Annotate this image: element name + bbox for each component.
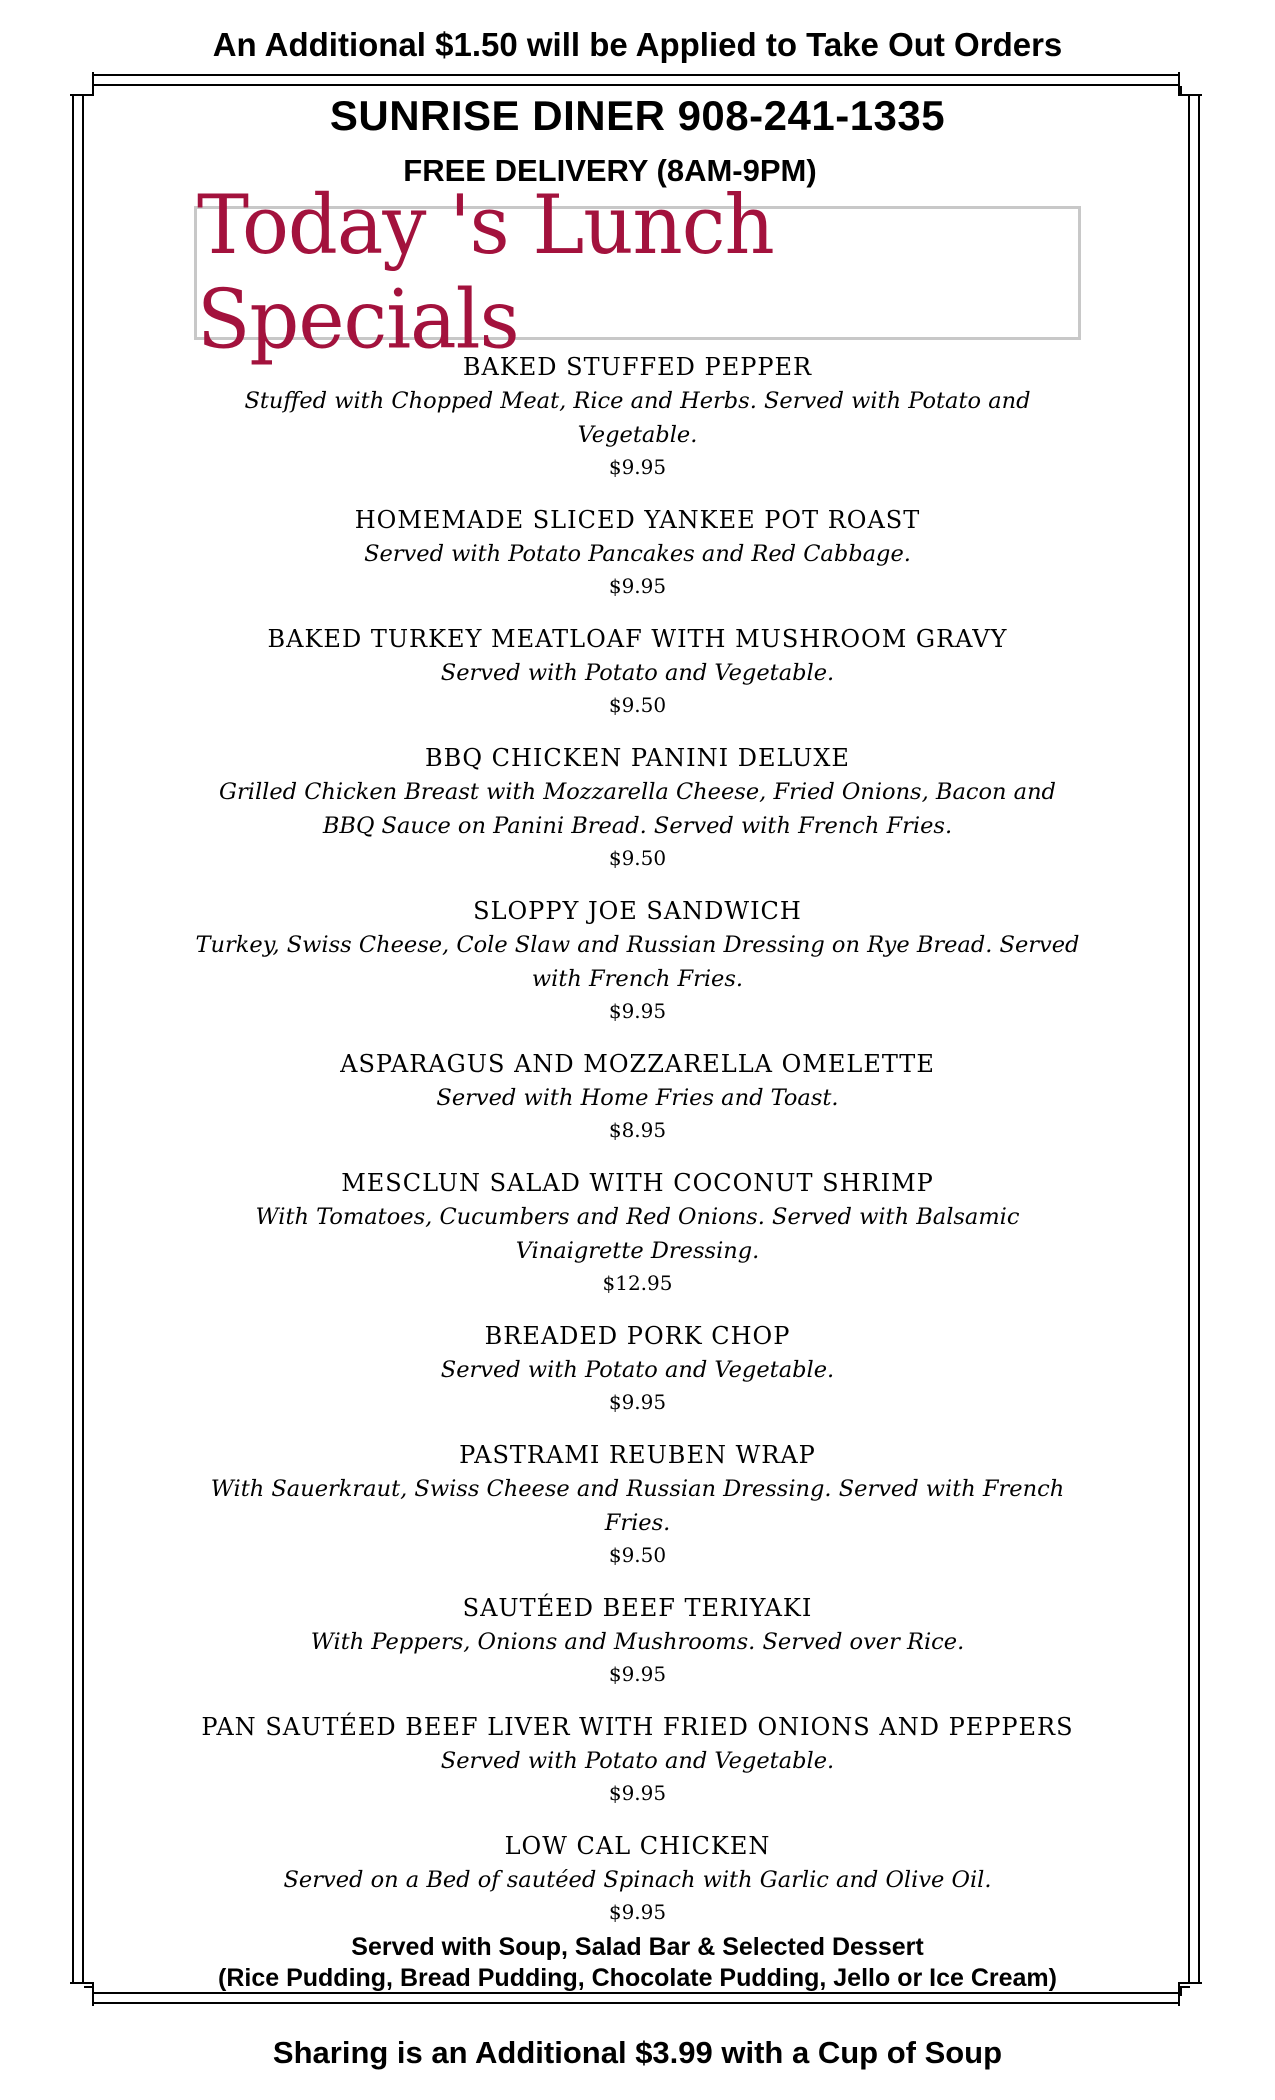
menu-item-price: $12.95 [602, 1271, 673, 1295]
menu-item [180, 1319, 1095, 1417]
menu-item [180, 1591, 1095, 1689]
menu-item-price: $9.95 [608, 1900, 667, 1924]
menu-item [180, 741, 1095, 873]
menu-item-name: BBQ CHICKEN PANINI DELUXE [425, 744, 850, 772]
restaurant-name: SUNRISE DINER 908-241-1335 [329, 92, 946, 139]
menu-item-price: $9.50 [608, 693, 667, 717]
menu-item-price: $9.95 [608, 1662, 667, 1686]
menu-list [180, 350, 1095, 1948]
menu-item-price: $9.95 [608, 1781, 667, 1805]
delivery-info: FREE DELIVERY (8AM-9PM) [403, 153, 817, 188]
menu-item-description: Stuffed with Chopped Meat, Rice and Herbs. Served with Potato and Vegetable. [244, 388, 1031, 448]
menu-item-name: BREADED PORK CHOP [484, 1322, 791, 1350]
menu-item [180, 1829, 1095, 1927]
menu-item-price: $9.50 [608, 846, 667, 870]
menu-item-price: $9.50 [608, 1543, 667, 1567]
menu-item-name: PAN SAUTÉED BEEF LIVER WITH FRIED ONIONS AND PEPPERS [201, 1713, 1074, 1741]
menu-item [180, 894, 1095, 1026]
menu-item-price: $8.95 [608, 1118, 667, 1142]
served-line-1: Served with Soup, Salad Bar & Selected Dessert [351, 1933, 924, 1961]
menu-item-description: Served with Potato and Vegetable. [440, 660, 835, 686]
menu-item-description: Served with Potato Pancakes and Red Cabbage. [364, 541, 911, 567]
frame-corner-notch-bl [84, 1986, 94, 1996]
takeout-note: An Additional $1.50 will be Applied to Take Out Orders [212, 26, 1063, 63]
menu-item [180, 1710, 1095, 1808]
frame-corner-notch-br [1180, 1986, 1190, 1996]
menu-item-name: HOMEMADE SLICED YANKEE POT ROAST [354, 506, 921, 534]
menu-item-description: Served on a Bed of sautéed Spinach with Garlic and Olive Oil. [283, 1867, 992, 1893]
menu-item [180, 622, 1095, 720]
menu-item [180, 503, 1095, 601]
menu-item-name: SLOPPY JOE SANDWICH [473, 897, 802, 925]
menu-item-name: LOW CAL CHICKEN [504, 1832, 771, 1860]
menu-item-price: $9.95 [608, 455, 667, 479]
menu-item [180, 1438, 1095, 1570]
served-line-2: (Rice Pudding, Bread Pudding, Chocolate Pudding, Jello or Ice Cream) [218, 1964, 1057, 1992]
menu-item-price: $9.95 [608, 1390, 667, 1414]
menu-item-description: With Tomatoes, Cucumbers and Red Onions. Served with Balsamic Vinaigrette Dressing. [255, 1204, 1020, 1264]
menu-item-name: BAKED TURKEY MEATLOAF WITH MUSHROOM GRAVY [267, 625, 1008, 653]
menu-item-name: ASPARAGUS AND MOZZARELLA OMELETTE [340, 1050, 935, 1078]
menu-item-description: Grilled Chicken Breast with Mozzarella Cheese, Fried Onions, Bacon and BBQ Sauce on Panini Bread. Served with French Fries. [219, 779, 1056, 839]
served-with-note [150, 1932, 1125, 1994]
menu-item [180, 1047, 1095, 1145]
menu-item-description: With Peppers, Onions and Mushrooms. Served over Rice. [310, 1629, 965, 1655]
sharing-note: Sharing is an Additional $3.99 with a Cup of Soup [272, 2035, 1003, 2070]
menu-item-name: BAKED STUFFED PEPPER [462, 353, 813, 381]
menu-item-description: Served with Potato and Vegetable. [440, 1748, 835, 1774]
menu-item [180, 350, 1095, 482]
menu-item-price: $9.95 [608, 999, 667, 1023]
menu-item-name: PASTRAMI REUBEN WRAP [459, 1441, 816, 1469]
menu-item-description: With Sauerkraut, Swiss Cheese and Russian Dressing. Served with French Fries. [210, 1476, 1065, 1536]
page-title: Today 's Lunch Specials [197, 178, 774, 368]
menu-item-description: Turkey, Swiss Cheese, Cole Slaw and Russian Dressing on Rye Bread. Served with French Fries. [195, 932, 1080, 992]
menu-item [180, 1166, 1095, 1298]
menu-item-name: MESCLUN SALAD WITH COCONUT SHRIMP [341, 1169, 934, 1197]
menu-item-name: SAUTÉED BEEF TERIYAKI [462, 1594, 813, 1622]
menu-item-description: Served with Home Fries and Toast. [436, 1085, 839, 1111]
menu-item-price: $9.95 [608, 574, 667, 598]
menu-item-description: Served with Potato and Vegetable. [440, 1357, 835, 1383]
